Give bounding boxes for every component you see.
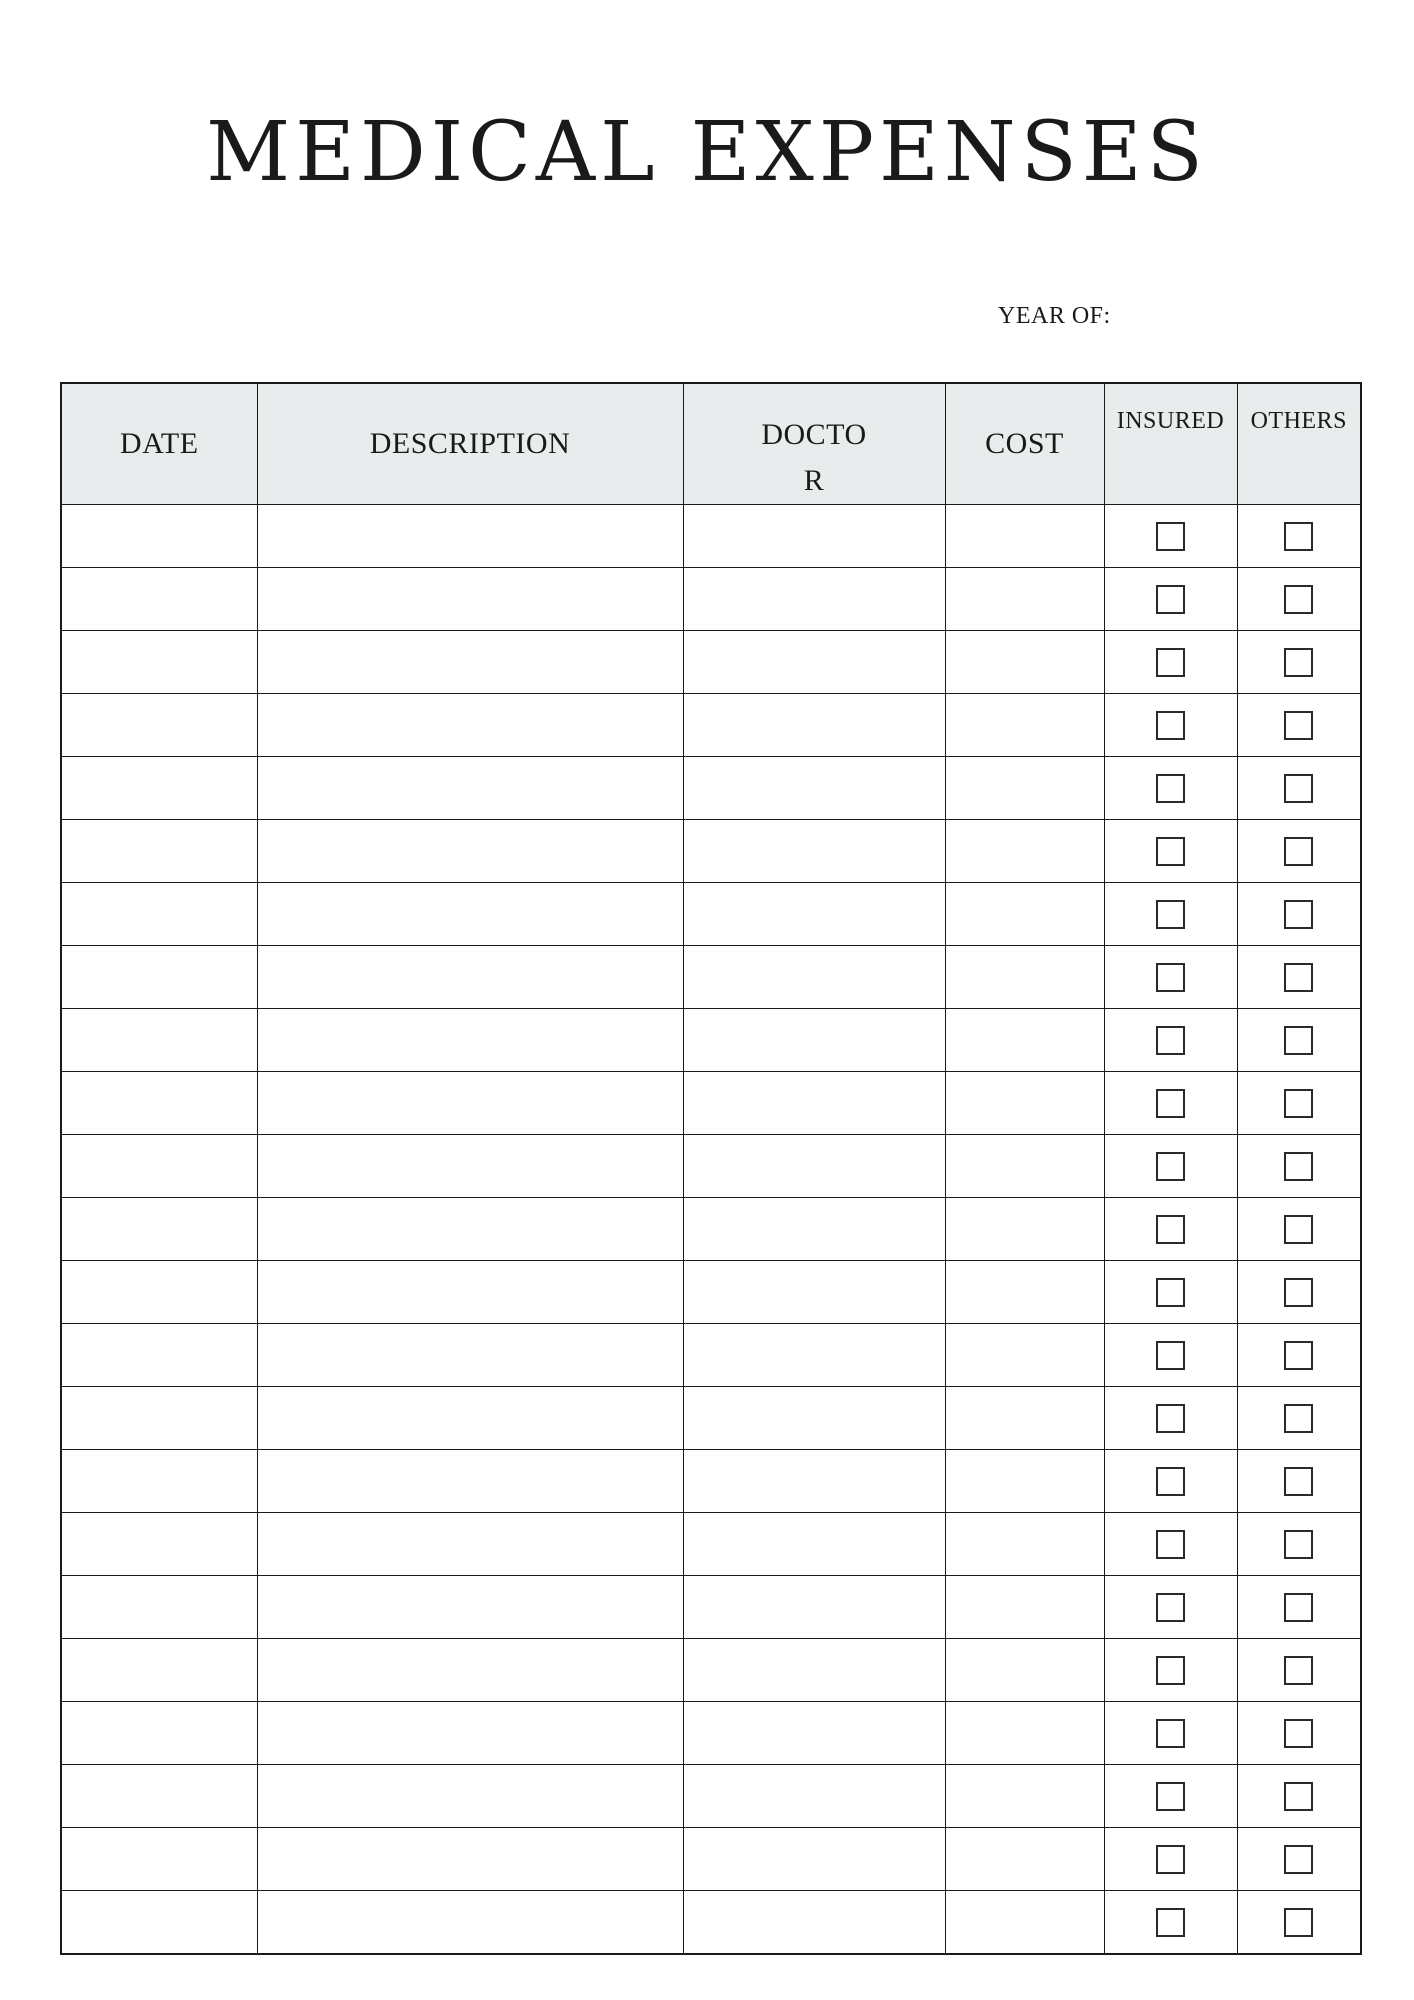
description-cell[interactable] (257, 1828, 683, 1891)
insured-cell (1104, 1765, 1237, 1828)
insured-checkbox[interactable] (1156, 1845, 1185, 1874)
description-cell[interactable] (257, 1009, 683, 1072)
others-checkbox[interactable] (1284, 1026, 1313, 1055)
cost-cell[interactable] (945, 1513, 1104, 1576)
insured-checkbox[interactable] (1156, 1215, 1185, 1244)
others-cell (1237, 694, 1361, 757)
insured-checkbox[interactable] (1156, 1656, 1185, 1685)
others-cell (1237, 1324, 1361, 1387)
column-header-others: OTHERS (1237, 383, 1361, 505)
column-header-cost: COST (945, 383, 1104, 505)
table-row (61, 757, 1361, 820)
doctor-cell[interactable] (683, 946, 945, 1009)
others-checkbox[interactable] (1284, 522, 1313, 551)
date-cell[interactable] (61, 505, 257, 568)
others-checkbox[interactable] (1284, 1404, 1313, 1433)
page-title: MEDICAL EXPENSES (206, 105, 1208, 200)
insured-cell (1104, 946, 1237, 1009)
date-cell[interactable] (61, 1513, 257, 1576)
date-cell[interactable] (61, 1387, 257, 1450)
column-header-doctor (683, 383, 945, 505)
others-checkbox[interactable] (1284, 1089, 1313, 1118)
doctor-cell[interactable] (683, 1828, 945, 1891)
doctor-cell[interactable] (683, 1072, 945, 1135)
others-cell (1237, 883, 1361, 946)
cost-cell[interactable] (945, 568, 1104, 631)
doctor-cell[interactable] (683, 694, 945, 757)
date-cell[interactable] (61, 1009, 257, 1072)
cost-cell[interactable] (945, 1765, 1104, 1828)
others-checkbox[interactable] (1284, 1908, 1313, 1937)
insured-checkbox[interactable] (1156, 837, 1185, 866)
date-cell[interactable] (61, 631, 257, 694)
description-cell[interactable] (257, 820, 683, 883)
others-checkbox[interactable] (1284, 1656, 1313, 1685)
others-cell (1237, 505, 1361, 568)
table-row (61, 631, 1361, 694)
date-cell[interactable] (61, 1135, 257, 1198)
doctor-cell[interactable] (683, 1450, 945, 1513)
cost-cell[interactable] (945, 820, 1104, 883)
date-cell[interactable] (61, 1261, 257, 1324)
insured-cell (1104, 694, 1237, 757)
doctor-cell[interactable] (683, 1891, 945, 1955)
insured-checkbox[interactable] (1156, 1152, 1185, 1181)
table-row (61, 694, 1361, 757)
others-cell (1237, 1450, 1361, 1513)
date-cell[interactable] (61, 1450, 257, 1513)
doctor-cell[interactable] (683, 1576, 945, 1639)
others-cell (1237, 1828, 1361, 1891)
date-cell[interactable] (61, 1576, 257, 1639)
table-row (61, 1828, 1361, 1891)
cost-cell[interactable] (945, 1009, 1104, 1072)
description-cell[interactable] (257, 1198, 683, 1261)
others-checkbox[interactable] (1284, 837, 1313, 866)
cost-cell[interactable] (945, 1198, 1104, 1261)
doctor-cell[interactable] (683, 568, 945, 631)
others-checkbox[interactable] (1284, 585, 1313, 614)
others-checkbox[interactable] (1284, 1278, 1313, 1307)
others-cell (1237, 568, 1361, 631)
table-row (61, 1009, 1361, 1072)
cost-cell[interactable] (945, 757, 1104, 820)
insured-cell (1104, 568, 1237, 631)
others-cell (1237, 757, 1361, 820)
cost-cell[interactable] (945, 1072, 1104, 1135)
table-row (61, 505, 1361, 568)
table-row (61, 1702, 1361, 1765)
others-cell (1237, 1891, 1361, 1955)
cost-cell[interactable] (945, 883, 1104, 946)
insured-checkbox[interactable] (1156, 1593, 1185, 1622)
cost-cell[interactable] (945, 631, 1104, 694)
header-row (61, 383, 1361, 505)
insured-checkbox[interactable] (1156, 1908, 1185, 1937)
insured-cell (1104, 883, 1237, 946)
doctor-cell[interactable] (683, 1387, 945, 1450)
insured-checkbox[interactable] (1156, 963, 1185, 992)
cost-cell[interactable] (945, 1576, 1104, 1639)
date-cell[interactable] (61, 883, 257, 946)
others-checkbox[interactable] (1284, 963, 1313, 992)
insured-cell (1104, 1198, 1237, 1261)
insured-cell (1104, 1135, 1237, 1198)
others-cell (1237, 1009, 1361, 1072)
insured-cell (1104, 1387, 1237, 1450)
others-cell (1237, 1198, 1361, 1261)
insured-cell (1104, 1891, 1237, 1955)
doctor-cell[interactable] (683, 1261, 945, 1324)
others-checkbox[interactable] (1284, 1593, 1313, 1622)
medical-expenses-table (60, 382, 1362, 1955)
others-cell (1237, 1387, 1361, 1450)
table-row (61, 1576, 1361, 1639)
others-checkbox[interactable] (1284, 900, 1313, 929)
description-cell[interactable] (257, 1576, 683, 1639)
doctor-cell[interactable] (683, 820, 945, 883)
date-cell[interactable] (61, 946, 257, 1009)
others-cell (1237, 946, 1361, 1009)
cost-cell[interactable] (945, 1450, 1104, 1513)
description-cell[interactable] (257, 1450, 683, 1513)
table-row (61, 1198, 1361, 1261)
date-cell[interactable] (61, 694, 257, 757)
others-cell (1237, 1513, 1361, 1576)
insured-checkbox[interactable] (1156, 1719, 1185, 1748)
others-cell (1237, 1072, 1361, 1135)
cost-cell[interactable] (945, 505, 1104, 568)
table-row (61, 1387, 1361, 1450)
insured-cell (1104, 757, 1237, 820)
insured-cell (1104, 1261, 1237, 1324)
table-row (61, 1765, 1361, 1828)
doctor-cell[interactable] (683, 1135, 945, 1198)
column-header-doctor-label: DOCTOR (761, 418, 867, 497)
doctor-cell[interactable] (683, 1198, 945, 1261)
description-cell[interactable] (257, 1639, 683, 1702)
cost-cell[interactable] (945, 1387, 1104, 1450)
insured-cell (1104, 1450, 1237, 1513)
date-cell[interactable] (61, 1198, 257, 1261)
description-cell[interactable] (257, 946, 683, 1009)
date-cell[interactable] (61, 1891, 257, 1955)
others-checkbox[interactable] (1284, 1845, 1313, 1874)
insured-checkbox[interactable] (1156, 1530, 1185, 1559)
insured-cell (1104, 1828, 1237, 1891)
description-cell[interactable] (257, 1072, 683, 1135)
table-row (61, 1639, 1361, 1702)
insured-cell (1104, 820, 1237, 883)
date-cell[interactable] (61, 1324, 257, 1387)
description-cell[interactable] (257, 505, 683, 568)
doctor-cell[interactable] (683, 1639, 945, 1702)
doctor-cell[interactable] (683, 1702, 945, 1765)
insured-checkbox[interactable] (1156, 1278, 1185, 1307)
insured-checkbox[interactable] (1156, 585, 1185, 614)
description-cell[interactable] (257, 568, 683, 631)
description-cell[interactable] (257, 1261, 683, 1324)
insured-cell (1104, 1513, 1237, 1576)
description-cell[interactable] (257, 883, 683, 946)
doctor-cell[interactable] (683, 505, 945, 568)
table-row (61, 946, 1361, 1009)
insured-checkbox[interactable] (1156, 1467, 1185, 1496)
cost-cell[interactable] (945, 1639, 1104, 1702)
insured-cell (1104, 505, 1237, 568)
column-header-description: DESCRIPTION (257, 383, 683, 505)
insured-checkbox[interactable] (1156, 1089, 1185, 1118)
table-header (61, 383, 1361, 505)
insured-checkbox[interactable] (1156, 711, 1185, 740)
insured-cell (1104, 1009, 1237, 1072)
others-checkbox[interactable] (1284, 1467, 1313, 1496)
insured-checkbox[interactable] (1156, 522, 1185, 551)
table-row (61, 1450, 1361, 1513)
insured-cell (1104, 631, 1237, 694)
insured-cell (1104, 1324, 1237, 1387)
others-cell (1237, 1576, 1361, 1639)
insured-checkbox[interactable] (1156, 1782, 1185, 1811)
cost-cell[interactable] (945, 1702, 1104, 1765)
description-cell[interactable] (257, 1765, 683, 1828)
description-cell[interactable] (257, 694, 683, 757)
others-cell (1237, 820, 1361, 883)
insured-cell (1104, 1576, 1237, 1639)
date-cell[interactable] (61, 820, 257, 883)
others-checkbox[interactable] (1284, 648, 1313, 677)
cost-cell[interactable] (945, 1261, 1104, 1324)
date-cell[interactable] (61, 568, 257, 631)
others-checkbox[interactable] (1284, 711, 1313, 740)
doctor-cell[interactable] (683, 883, 945, 946)
insured-checkbox[interactable] (1156, 774, 1185, 803)
others-checkbox[interactable] (1284, 1152, 1313, 1181)
insured-cell (1104, 1072, 1237, 1135)
table-row (61, 1261, 1361, 1324)
others-cell (1237, 1702, 1361, 1765)
others-cell (1237, 1135, 1361, 1198)
others-checkbox[interactable] (1284, 1719, 1313, 1748)
date-cell[interactable] (61, 1702, 257, 1765)
table-row (61, 1513, 1361, 1576)
doctor-cell[interactable] (683, 631, 945, 694)
description-cell[interactable] (257, 1513, 683, 1576)
others-cell (1237, 631, 1361, 694)
description-cell[interactable] (257, 1702, 683, 1765)
date-cell[interactable] (61, 1765, 257, 1828)
table-body (61, 505, 1361, 1955)
column-header-date: DATE (61, 383, 257, 505)
cost-cell[interactable] (945, 946, 1104, 1009)
doctor-cell[interactable] (683, 1324, 945, 1387)
others-checkbox[interactable] (1284, 1782, 1313, 1811)
description-cell[interactable] (257, 1135, 683, 1198)
insured-cell (1104, 1702, 1237, 1765)
others-cell (1237, 1765, 1361, 1828)
table-row (61, 883, 1361, 946)
table-row (61, 1135, 1361, 1198)
description-cell[interactable] (257, 757, 683, 820)
date-cell[interactable] (61, 1072, 257, 1135)
insured-checkbox[interactable] (1156, 648, 1185, 677)
description-cell[interactable] (257, 1324, 683, 1387)
date-cell[interactable] (61, 1639, 257, 1702)
description-cell[interactable] (257, 631, 683, 694)
others-cell (1237, 1639, 1361, 1702)
cost-cell[interactable] (945, 1891, 1104, 1955)
others-checkbox[interactable] (1284, 774, 1313, 803)
others-checkbox[interactable] (1284, 1215, 1313, 1244)
others-checkbox[interactable] (1284, 1530, 1313, 1559)
column-header-insured: INSURED (1104, 383, 1237, 505)
others-checkbox[interactable] (1284, 1341, 1313, 1370)
description-cell[interactable] (257, 1387, 683, 1450)
doctor-cell[interactable] (683, 1009, 945, 1072)
insured-checkbox[interactable] (1156, 1404, 1185, 1433)
doctor-cell[interactable] (683, 1513, 945, 1576)
insured-checkbox[interactable] (1156, 1341, 1185, 1370)
cost-cell[interactable] (945, 1324, 1104, 1387)
year-of-label: YEAR OF: (998, 303, 1111, 329)
description-cell[interactable] (257, 1891, 683, 1955)
cost-cell[interactable] (945, 1135, 1104, 1198)
insured-checkbox[interactable] (1156, 900, 1185, 929)
table-row (61, 1072, 1361, 1135)
doctor-cell[interactable] (683, 757, 945, 820)
table-row (61, 568, 1361, 631)
table-row (61, 1891, 1361, 1955)
table-row (61, 1324, 1361, 1387)
date-cell[interactable] (61, 1828, 257, 1891)
date-cell[interactable] (61, 757, 257, 820)
insured-checkbox[interactable] (1156, 1026, 1185, 1055)
cost-cell[interactable] (945, 694, 1104, 757)
insured-cell (1104, 1639, 1237, 1702)
others-cell (1237, 1261, 1361, 1324)
cost-cell[interactable] (945, 1828, 1104, 1891)
doctor-cell[interactable] (683, 1765, 945, 1828)
table-row (61, 820, 1361, 883)
